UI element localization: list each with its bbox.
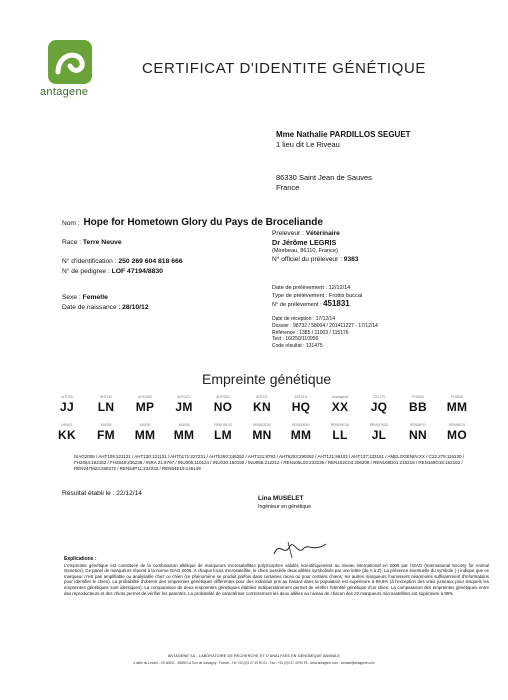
reference-label: Référence : xyxy=(272,329,298,336)
marker xyxy=(325,395,355,414)
marker xyxy=(442,395,472,414)
antagene-logo xyxy=(40,40,100,102)
test-value: 16/250/110956 xyxy=(285,336,319,343)
marker-code: KN xyxy=(253,400,271,414)
pedigree-row xyxy=(62,268,163,275)
marker-code: MM xyxy=(290,428,312,442)
birth-row xyxy=(62,304,149,311)
marker xyxy=(286,395,316,414)
sampler-name: Dr Jérôme LEGRIS xyxy=(272,237,337,247)
sample-date: 12/12/14 xyxy=(328,285,351,291)
isag-allele-list: ISAG2006 / AHT109:121121 / AHT130:121131 / AHTh171:227231 / AHTh260:246252 / AHT121:8793 / AHTk253:290292 / AHT121:96102 / AHT137:133151 / AMELOGENIN:XX / C22.279:116130 / FH2054:152152 / FH2848:236238 / INRA 21:9797 / INU005:110124 / INU030:150150 / INU055:212212 / REN105L03:233235 / REN162C04:206208 / REN169D01:216216 / REN169O18:162162 / REN247M23:268272 / REN54P11:232232 / REN64E19:145149 xyxy=(74,454,465,471)
sampler-role: Vétérinaire xyxy=(305,230,340,237)
marker-code: XX xyxy=(331,400,349,414)
marker xyxy=(364,423,394,442)
marker-code: LL xyxy=(332,428,348,442)
marker xyxy=(208,423,238,442)
marker xyxy=(403,395,433,414)
result-code-value: 131475 xyxy=(305,343,323,350)
marker-row-1 xyxy=(52,395,472,414)
marker-code: BB xyxy=(409,400,427,414)
marker xyxy=(91,395,121,414)
explanations-text: L'empreinte génétique est constituée de la combinaison allélique de marqueurs microsatellites polymorphes validés scientifiquement au niveau international en 2006 par l'ISAG (International Society for Animal Genetics). Ce panel de marqueurs répond à la norme ISAG 2006. A chaque locus microsatellite, le chien possède deux allèles symbolisés par une lettre (de A à Z). La présence éventuelle du symbole (-) indique que ce marqueur n'est pas amplifiable ou analysable chez ce chien (ce phénomène se produit parfois dans certaines races ou pour certains chiens; les autres marqueurs fournissent néanmoins suffisamment d'informations pour identifier le chien). La probabilité d'obtenir des empreintes génétiques différentes pour des individus pris au hasard dans la population est supérieure à 99,9% (à l'exception des vrais jumeaux pour lesquels les empreintes génétiques sont identiques). La comparaison de deux empreintes génétiques établies indépendamment permet de vérifier l'identité génétique d'un chien. La comparaison des empreintes génétiques entre des reproducteurs et des chiots permet de vérifier les parentés. La probabilité de caractériser correctement les deux allèles au niveau de chacun des 22 marqueurs microsatellites est supérieure à 99%. xyxy=(64,562,489,596)
marker xyxy=(130,395,160,414)
reference-value: 1385 / 11003 / 115176 xyxy=(299,329,349,336)
sampler-block xyxy=(272,230,358,264)
race-value: Terre Neuve xyxy=(82,239,122,246)
marker-locus: AHT130 xyxy=(100,395,112,399)
established-label: Résultat établi le : xyxy=(62,490,115,497)
marker xyxy=(208,395,238,414)
marker xyxy=(364,395,394,414)
marker xyxy=(247,423,277,442)
reception-date-label: Date de réception : xyxy=(272,316,315,322)
reception-date: 17/12/14 xyxy=(315,316,336,322)
marker-code: NN xyxy=(409,428,427,442)
marker-code: LM xyxy=(214,428,232,442)
dossier-value: 98732 / 58004 / 201411227 - 17/12/14 xyxy=(293,322,378,329)
logo-text: antagene xyxy=(40,86,89,98)
marker-locus: AHTh171 xyxy=(177,395,191,399)
marker-locus: FH2054 xyxy=(412,395,424,399)
marker-locus: INRA21 xyxy=(61,423,73,427)
sample-number-label: N° de prélèvement : xyxy=(272,302,322,308)
owner-address-line2: 86330 Saint Jean de Sauves xyxy=(276,173,372,182)
marker xyxy=(52,423,82,442)
marker-code: HQ xyxy=(291,400,311,414)
marker-code: JL xyxy=(371,428,387,442)
signatory-block xyxy=(258,495,311,511)
marker xyxy=(169,395,199,414)
marker xyxy=(130,423,160,442)
sample-type: Frottis buccal xyxy=(328,293,363,299)
marker-code: MM xyxy=(446,400,468,414)
sample-type-label: Type de prélèvement : xyxy=(272,293,328,299)
sex-row xyxy=(62,294,108,301)
marker xyxy=(286,423,316,442)
marker-code: MO xyxy=(447,428,467,442)
identification-row xyxy=(62,258,183,265)
genetic-fingerprint-title: Empreinte génétique xyxy=(202,371,332,387)
document-title: CERTIFICAT D'IDENTITE GÉNÉTIQUE xyxy=(142,60,426,77)
birth-value: 28/10/12 xyxy=(122,304,149,311)
marker-code: MN xyxy=(252,428,272,442)
marker xyxy=(442,423,472,442)
signatory-title: Ingénieur en génétique xyxy=(258,504,312,510)
owner-address-block xyxy=(276,173,372,193)
marker-row-2 xyxy=(52,423,472,442)
marker-code: KK xyxy=(58,428,76,442)
marker xyxy=(325,423,355,442)
race-label: Race : xyxy=(62,239,82,246)
marker-locus: REN54P11 xyxy=(410,423,426,427)
marker-locus: REN169O18 xyxy=(330,423,350,427)
sampler-location: (Mirebeau, 86110, France) xyxy=(272,248,338,255)
established-row xyxy=(62,490,142,497)
marker-code: NO xyxy=(213,400,233,414)
test-label: Test : xyxy=(272,336,284,343)
sample-date-label: Date de prélèvement : xyxy=(272,285,328,291)
established-date: 22/12/14 xyxy=(116,490,142,497)
explanations xyxy=(64,557,489,596)
sample-number: 451831 xyxy=(323,299,350,308)
owner-country: France xyxy=(276,183,300,192)
marker xyxy=(52,395,82,414)
marker-code: MM xyxy=(134,428,156,442)
marker-code: FM xyxy=(97,428,115,442)
explanations-title: Explications : xyxy=(64,556,97,562)
dog-name-label: Nom : xyxy=(62,220,80,227)
result-code-label: Code résultat : xyxy=(272,343,305,350)
marker-code: MP xyxy=(135,400,155,414)
sampler-official-label: N° officiel du préleveur : xyxy=(272,255,342,263)
marker-locus: INU055 xyxy=(178,423,190,427)
marker-code: JM xyxy=(175,400,193,414)
marker-locus: INU030 xyxy=(139,423,151,427)
sex-label: Sexe : xyxy=(62,294,81,301)
marker xyxy=(91,423,121,442)
footer-company: ANTAGENE SA - LABORATOIRE DE RECHERCHE ET D'ANALYSES EN GÉNOMIQUE ANIMALE xyxy=(167,654,341,658)
marker-locus: AHTh253 xyxy=(216,395,230,399)
marker-code: MM xyxy=(173,428,195,442)
owner-address-line1: 1 lieu dit Le Riveau xyxy=(276,140,340,149)
marker-locus: REN169D01 xyxy=(292,423,310,427)
marker xyxy=(247,395,277,414)
marker-locus: Amelogenin xyxy=(331,395,349,399)
marker-locus: AHTk211 xyxy=(294,395,308,399)
identification-value: 250 269 604 818 666 xyxy=(118,258,183,265)
footer-address: 6 allée du Levant - CS 60001 - 69890 La Tour de Salvagny - France - Tél +33 (0)4 37 49 90 03 - Fax : +33 (0)4 37 49 90 99 - www.antagene.com - contact@antagene.com xyxy=(133,661,375,665)
marker-code: LN xyxy=(97,400,115,414)
marker-locus: INU005 xyxy=(100,423,112,427)
sample-block xyxy=(272,284,362,309)
marker-code: JJ xyxy=(60,400,74,414)
marker-locus: AHTh260 xyxy=(138,395,152,399)
marker-locus: FH2848 xyxy=(451,395,463,399)
identification-label: N° d'identification : xyxy=(62,258,117,265)
marker-code: JQ xyxy=(370,400,388,414)
marker-locus: AHT121 xyxy=(256,395,268,399)
signatory-name: Lina MUSELET xyxy=(258,495,304,502)
pedigree-label: N° de pedigree : xyxy=(62,268,110,275)
marker-locus: REN162C04 xyxy=(253,423,271,427)
marker xyxy=(169,423,199,442)
marker-locus: AHT109 xyxy=(61,395,73,399)
dossier-label: Dossier : xyxy=(272,322,292,329)
sampler-role-label: Preleveur : xyxy=(272,230,304,237)
logo-mark-icon xyxy=(48,40,92,84)
marker-locus: REN247M23 xyxy=(369,423,389,427)
marker-locus: REN105L03 xyxy=(214,423,232,427)
dog-name-row xyxy=(62,217,323,228)
birth-label: Date de naissance : xyxy=(62,304,121,311)
owner-name: Mme Nathalie PARDILLOS SEGUET xyxy=(276,130,411,139)
owner-block xyxy=(276,130,411,150)
race-row xyxy=(62,239,122,246)
dog-name: Hope for Hometown Glory du Pays de Broceliande xyxy=(83,217,323,228)
sampler-official: 9383 xyxy=(343,255,359,263)
reception-block xyxy=(272,316,378,350)
pedigree-value: LOF 47194/8830 xyxy=(111,268,163,275)
marker xyxy=(403,423,433,442)
sex-value: Femelle xyxy=(82,294,108,301)
marker-locus: REN64E19 xyxy=(449,423,465,427)
marker-locus: C22.279 xyxy=(372,395,386,399)
